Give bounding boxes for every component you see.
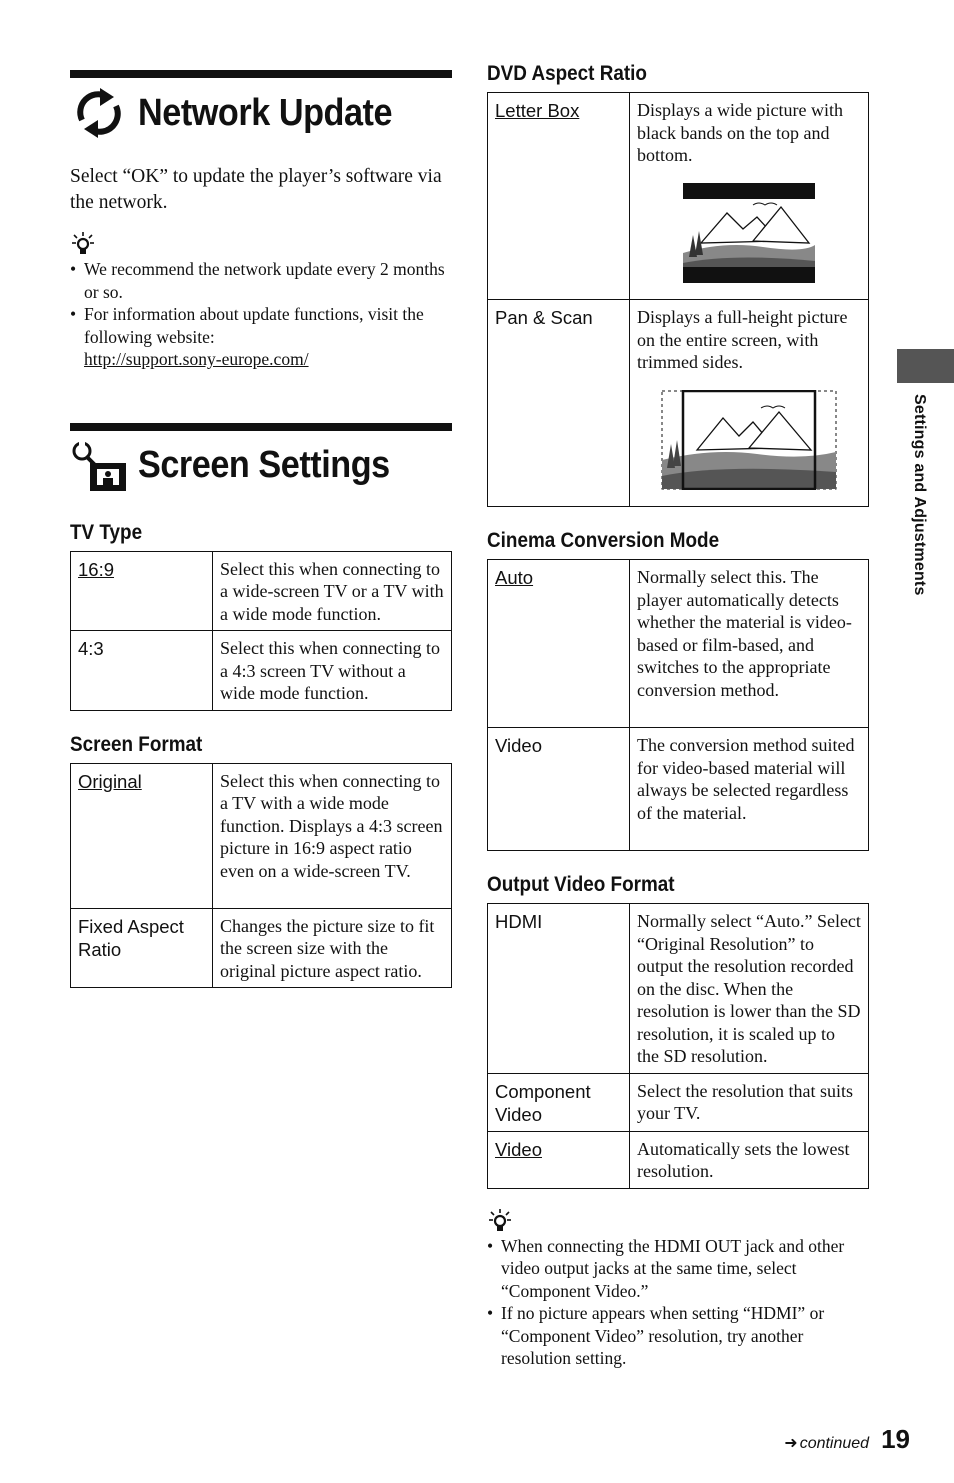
section-rule	[70, 70, 452, 78]
option-label: 16:9	[78, 558, 115, 580]
option-label: Fixed Aspect Ratio	[78, 915, 184, 960]
page-footer	[784, 1424, 910, 1455]
screen-format-table	[70, 763, 452, 989]
list-item: • If no picture appears when setting “HDMI” or “Component Video” resolution, try another resolution setting.	[487, 1302, 869, 1370]
hint-list	[70, 258, 452, 371]
table-row	[488, 560, 869, 728]
description-cell: Select this when connecting to a wide-screen TV or a TV with a wide mode function.	[213, 551, 452, 631]
hint-list	[487, 1235, 869, 1370]
output-video-format-group	[487, 873, 869, 1189]
option-cell	[488, 93, 630, 300]
cinema-conversion-group	[487, 529, 869, 851]
page-number: 19	[881, 1424, 910, 1454]
chapter-tab-label: Settings and Adjustments	[911, 394, 928, 596]
screen-format-group	[70, 733, 452, 989]
option-cell	[71, 763, 213, 908]
dvd-aspect-ratio-table	[487, 92, 869, 507]
subsection-heading: Output Video Format	[487, 873, 675, 896]
description-cell: Select this when connecting to a TV with a wide mode function. Displays a 4:3 screen picture in 16:9 aspect ratio even on a wide-screen TV.	[213, 763, 452, 908]
option-label: 4:3	[78, 638, 104, 659]
option-label: Auto	[495, 567, 534, 588]
option-cell	[71, 631, 213, 711]
option-label: HDMI	[495, 911, 543, 932]
table-row	[71, 763, 452, 908]
table-row	[488, 93, 869, 300]
list-item: • We recommend the network update every 2 months or so.	[70, 258, 452, 303]
option-label: Original	[78, 770, 142, 792]
screen-wrench-icon	[70, 437, 128, 495]
option-label: Video	[495, 1138, 542, 1160]
option-cell	[71, 551, 213, 631]
description-cell: Select the resolution that suits your TV.	[630, 1073, 869, 1131]
hint-block	[70, 232, 452, 371]
chapter-tab	[897, 349, 954, 383]
arrow-right-icon: ➜	[784, 1435, 798, 1452]
section-body: Select “OK” to update the player’s software via the network.	[70, 166, 442, 213]
continued-label: continued	[799, 1435, 870, 1452]
screen-settings-section	[70, 423, 452, 989]
list-item	[70, 303, 452, 371]
dvd-aspect-ratio-group	[487, 62, 869, 507]
pan-scan-illustration	[661, 390, 837, 490]
option-cell	[71, 908, 213, 988]
cinema-conversion-table	[487, 559, 869, 851]
option-label: Letter Box	[495, 100, 580, 121]
option-cell	[488, 560, 630, 728]
page-title: Screen Settings	[138, 444, 390, 486]
output-video-format-table	[487, 903, 869, 1189]
option-cell	[488, 904, 630, 1074]
refresh-arrows-icon	[70, 84, 128, 142]
table-row	[71, 908, 452, 988]
option-cell	[488, 728, 630, 851]
description-cell: Normally select “Auto.” Select “Original Resolution” to output the resolution recorded on the disc. When the resolution is lower than the SD resolution, it is scaled up to the SD resolution.	[630, 904, 869, 1074]
table-row	[488, 300, 869, 507]
table-row	[71, 551, 452, 631]
table-row	[71, 631, 452, 711]
description-cell	[630, 300, 869, 507]
letterbox-illustration	[683, 183, 815, 283]
left-column	[70, 70, 452, 988]
subsection-heading: Screen Format	[70, 732, 203, 756]
table-row	[488, 1073, 869, 1131]
description-cell: Automatically sets the lowest resolution.	[630, 1131, 869, 1188]
option-cell	[488, 300, 630, 507]
hint-text: For information about update functions, visit the following website:	[84, 304, 424, 347]
description-cell: Changes the picture size to fit the screen size with the original picture aspect ratio.	[213, 908, 452, 988]
tv-type-table	[70, 551, 452, 711]
section-header	[70, 84, 452, 142]
option-label: Video	[495, 735, 542, 756]
lightbulb-icon	[72, 232, 94, 256]
lightbulb-icon	[489, 1209, 511, 1233]
option-label: Component Video	[495, 1080, 591, 1125]
section-header	[70, 437, 452, 495]
description-cell: Normally select this. The player automatically detects whether the material is video-based or film-based, and switches to the appropriate conversion method.	[630, 560, 869, 728]
subsection-heading: TV Type	[70, 520, 143, 544]
option-label: Pan & Scan	[495, 307, 593, 328]
description-cell: The conversion method suited for video-based material will always be selected regardless of the material.	[630, 728, 869, 851]
page-title: Network Update	[138, 91, 393, 134]
description-cell: Select this when connecting to a 4:3 screen TV without a wide mode function.	[213, 631, 452, 711]
option-cell	[488, 1131, 630, 1188]
description-cell	[630, 93, 869, 300]
subsection-heading: Cinema Conversion Mode	[487, 529, 720, 552]
table-row	[488, 904, 869, 1074]
option-cell	[488, 1073, 630, 1131]
right-column	[487, 62, 869, 1370]
table-row	[488, 728, 869, 851]
table-row	[488, 1131, 869, 1188]
subsection-heading: DVD Aspect Ratio	[487, 62, 647, 85]
description-text: Displays a wide picture with black bands on the top and bottom.	[637, 100, 843, 165]
list-item: • When connecting the HDMI OUT jack and other video output jacks at the same time, select “Component Video.”	[487, 1235, 869, 1303]
section-rule	[70, 423, 452, 431]
hint-block	[487, 1209, 869, 1370]
support-link[interactable]: http://support.sony-europe.com/	[84, 349, 309, 369]
tv-type-group	[70, 521, 452, 711]
network-update-section	[70, 70, 452, 371]
description-text: Displays a full-height picture on the entire screen, with trimmed sides.	[637, 307, 848, 372]
